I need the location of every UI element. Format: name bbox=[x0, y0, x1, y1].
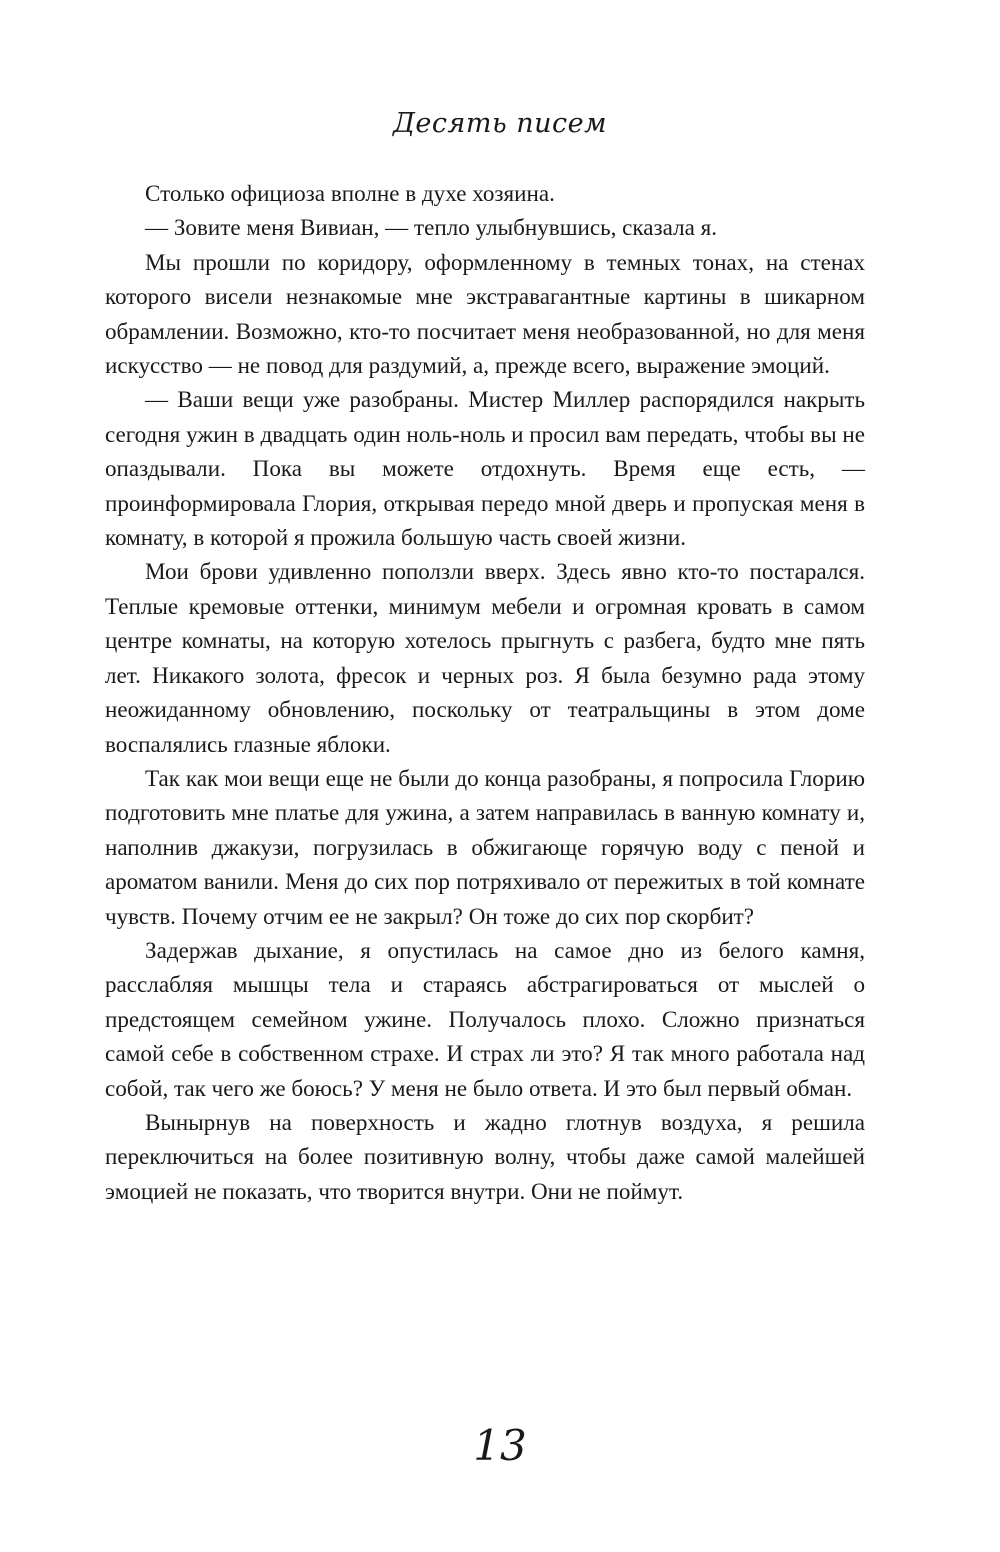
paragraph: Задержав дыхание, я опустилась на самое дно из белого камня, расслабляя мышцы тела и стараясь абстрагироваться от мыслей о предстоящем семейном ужине. Получалось плохо. Сложно признаться самой себе в собственном страхе. И страх ли это? Я так много работала над собой, так чего же боюсь? У меня не было ответа. И это был первый обман. bbox=[105, 936, 865, 1101]
paragraph: Мы прошли по коридору, оформленному в темных тонах, на стенах которого висели незнакомые мне экстравагантные картины в шикарном обрамлении. Возможно, кто-то посчитает меня необразованной, но для меня искусство — не повод для раздумий, а, прежде всего, выражение эмоций. bbox=[105, 248, 865, 379]
paragraph: Вынырнув на поверхность и жадно глотнув воздуха, я решила переключиться на более позитивную волну, чтобы даже самой малейшей эмоцией не показать, что творится внутри. Они не поймут. bbox=[105, 1108, 865, 1204]
running-head: Десять писем bbox=[392, 108, 608, 139]
paragraph: — Ваши вещи уже разобраны. Мистер Миллер распорядился накрыть сегодня ужин в двадцать один ноль-ноль и просил вам передать, чтобы вы не опаздывали. Пока вы можете отдохнуть. Время еще есть, — проинформировала Глория, открывая передо мной дверь и пропуская меня в комнату, в которой я прожила большую часть своей жизни. bbox=[105, 386, 865, 551]
paragraph: Так как мои вещи еще не были до конца разобраны, я попросила Глорию подготовить мне платье для ужина, а затем направилась в ванную комнату и, наполнив джакузи, погрузилась в обжигающе горячую воду с пеной и ароматом ванили. Меня до сих пор потряхивало от пережитых в той комнате чувств. Почему отчим ее не закрыл? Он тоже до сих пор скорбит? bbox=[105, 764, 865, 929]
body-text bbox=[105, 176, 865, 1208]
page-number: 13 bbox=[473, 1421, 527, 1470]
paragraph: — Зовите меня Вивиан, — тепло улыбнувшись, сказала я. bbox=[145, 214, 718, 241]
paragraph: Столько официоза вполне в духе хозяина. bbox=[145, 180, 555, 206]
paragraph: Мои брови удивленно поползли вверх. Здесь явно кто-то постарался. Теплые кремовые оттенки, минимум мебели и огромная кровать в самом центре комнаты, на которую хотелось прыгнуть с разбега, будто мне пять лет. Никакого золота, фресок и черных роз. Я была безумно рада этому неожиданному обновлению, поскольку от театральщины в этом доме воспалялись глазные яблоки. bbox=[105, 558, 865, 757]
